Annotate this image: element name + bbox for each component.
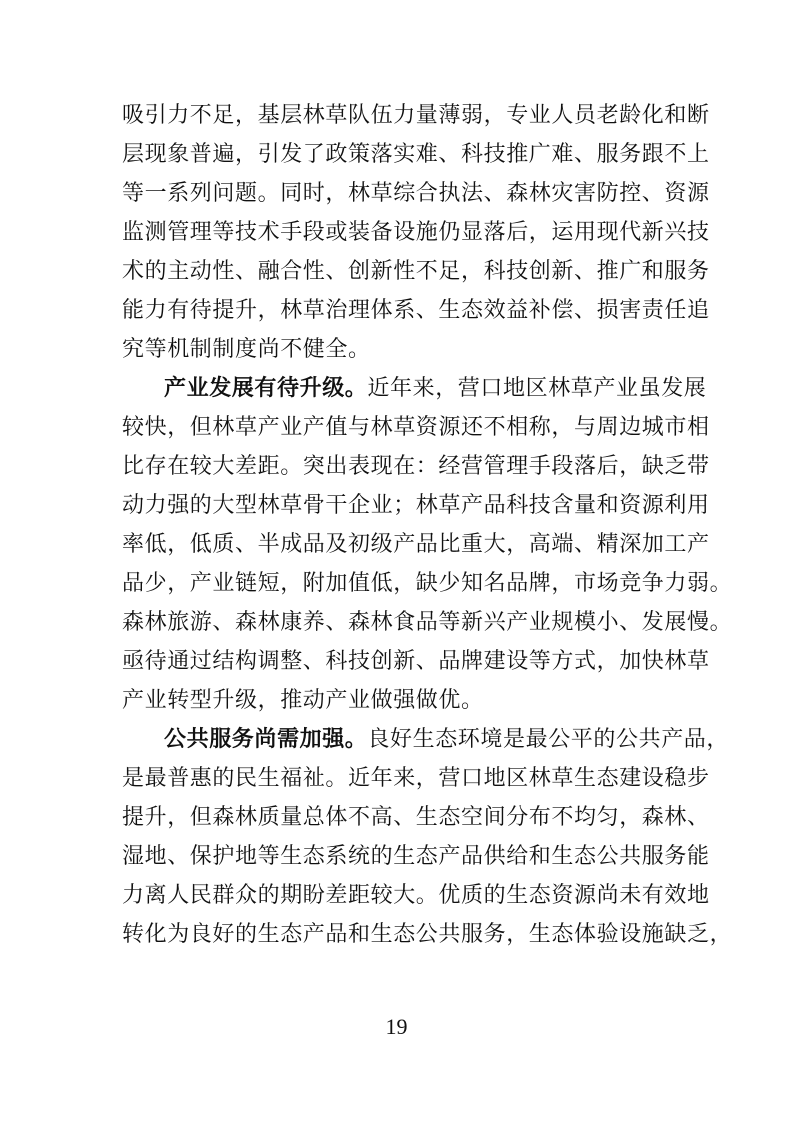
paragraph-line: 较快，但林草产业产值与林草资源还不相称，与周边城市相 [122, 415, 710, 440]
paragraph-line: 等一系列问题。同时，林草综合执法、森林灾害防控、资源 [122, 181, 710, 206]
paragraph-line: 层现象普遍，引发了政策落实难、科技推广难、服务跟不上 [122, 142, 710, 167]
paragraph-line: 亟待通过结构调整、科技创新、品牌建设等方式，加快林草 [122, 649, 710, 674]
paragraph-line: 究等机制制度尚不健全。 [122, 337, 371, 362]
paragraph-line: 力离人民群众的期盼差距较大。优质的生态资源尚未有效地 [122, 883, 710, 908]
paragraph-line: 是最普惠的民生福祉。近年来，营口地区林草生态建设稳步 [122, 766, 710, 791]
paragraph-line: 动力强的大型林草骨干企业；林草产品科技含量和资源利用 [122, 493, 710, 518]
section-heading: 公共服务尚需加强。 [164, 727, 368, 752]
paragraph-first-line [164, 725, 730, 755]
paragraph-line: 监测管理等技术手段或装备设施仍显落后，运用现代新兴技 [122, 220, 710, 245]
section-heading: 产业发展有待升级。 [164, 376, 368, 401]
paragraph-line: 术的主动性、融合性、创新性不足，科技创新、推广和服务 [122, 259, 710, 284]
paragraph-line: 提升，但森林质量总体不高、生态空间分布不均匀，森林、 [122, 805, 710, 830]
paragraph-line: 比存在较大差距。突出表现在：经营管理手段落后，缺乏带 [122, 454, 710, 479]
paragraph-line: 能力有待提升，林草治理体系、生态效益补偿、损害责任追 [122, 298, 710, 323]
paragraph-line: 转化为良好的生态产品和生态公共服务，生态体验设施缺乏， [122, 922, 733, 947]
paragraph-line: 吸引力不足，基层林草队伍力量薄弱，专业人员老龄化和断 [122, 103, 710, 128]
paragraph-line: 森林旅游、森林康养、森林食品等新兴产业规模小、发展慢。 [122, 610, 733, 635]
paragraph-line: 率低，低质、半成品及初级产品比重大，高端、精深加工产 [122, 532, 710, 557]
paragraph-line: 产业转型升级，推动产业做强做优。 [122, 688, 484, 713]
paragraph-text: 良好生态环境是最公平的公共产品， [367, 727, 730, 752]
paragraph-line: 湿地、保护地等生态系统的生态产品供给和生态公共服务能 [122, 844, 710, 869]
paragraph-line: 品少，产业链短，附加值低，缺少知名品牌，市场竞争力弱。 [122, 571, 733, 596]
paragraph-text: 近年来，营口地区林草产业虽发展 [367, 376, 707, 401]
page-number: 19 [385, 1014, 408, 1039]
paragraph-first-line [164, 374, 707, 404]
